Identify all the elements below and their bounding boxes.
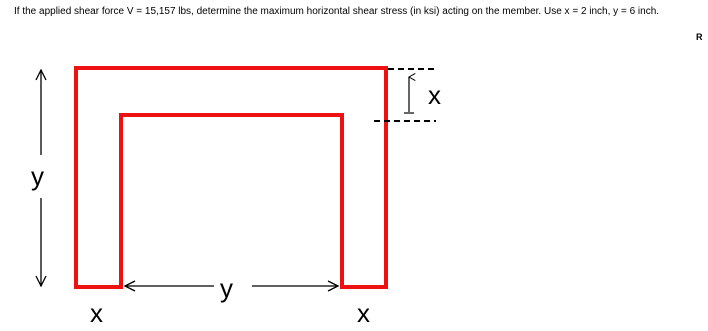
truncated-corner-text: R [696, 32, 703, 42]
u-section-outline [76, 68, 386, 287]
left-height-label: y [31, 161, 44, 191]
top-thickness-label: x [428, 80, 441, 110]
left-leg-thickness-label: x [90, 298, 103, 328]
question-text: If the applied shear force V = 15,157 lbs, determine the maximum horizontal shear stress (in ksi) acting on the member. Use x = 2 inch, y = 6 inch. [14, 6, 660, 17]
bottom-opening-label: y [220, 273, 233, 303]
right-leg-thickness-label: x [357, 298, 370, 328]
